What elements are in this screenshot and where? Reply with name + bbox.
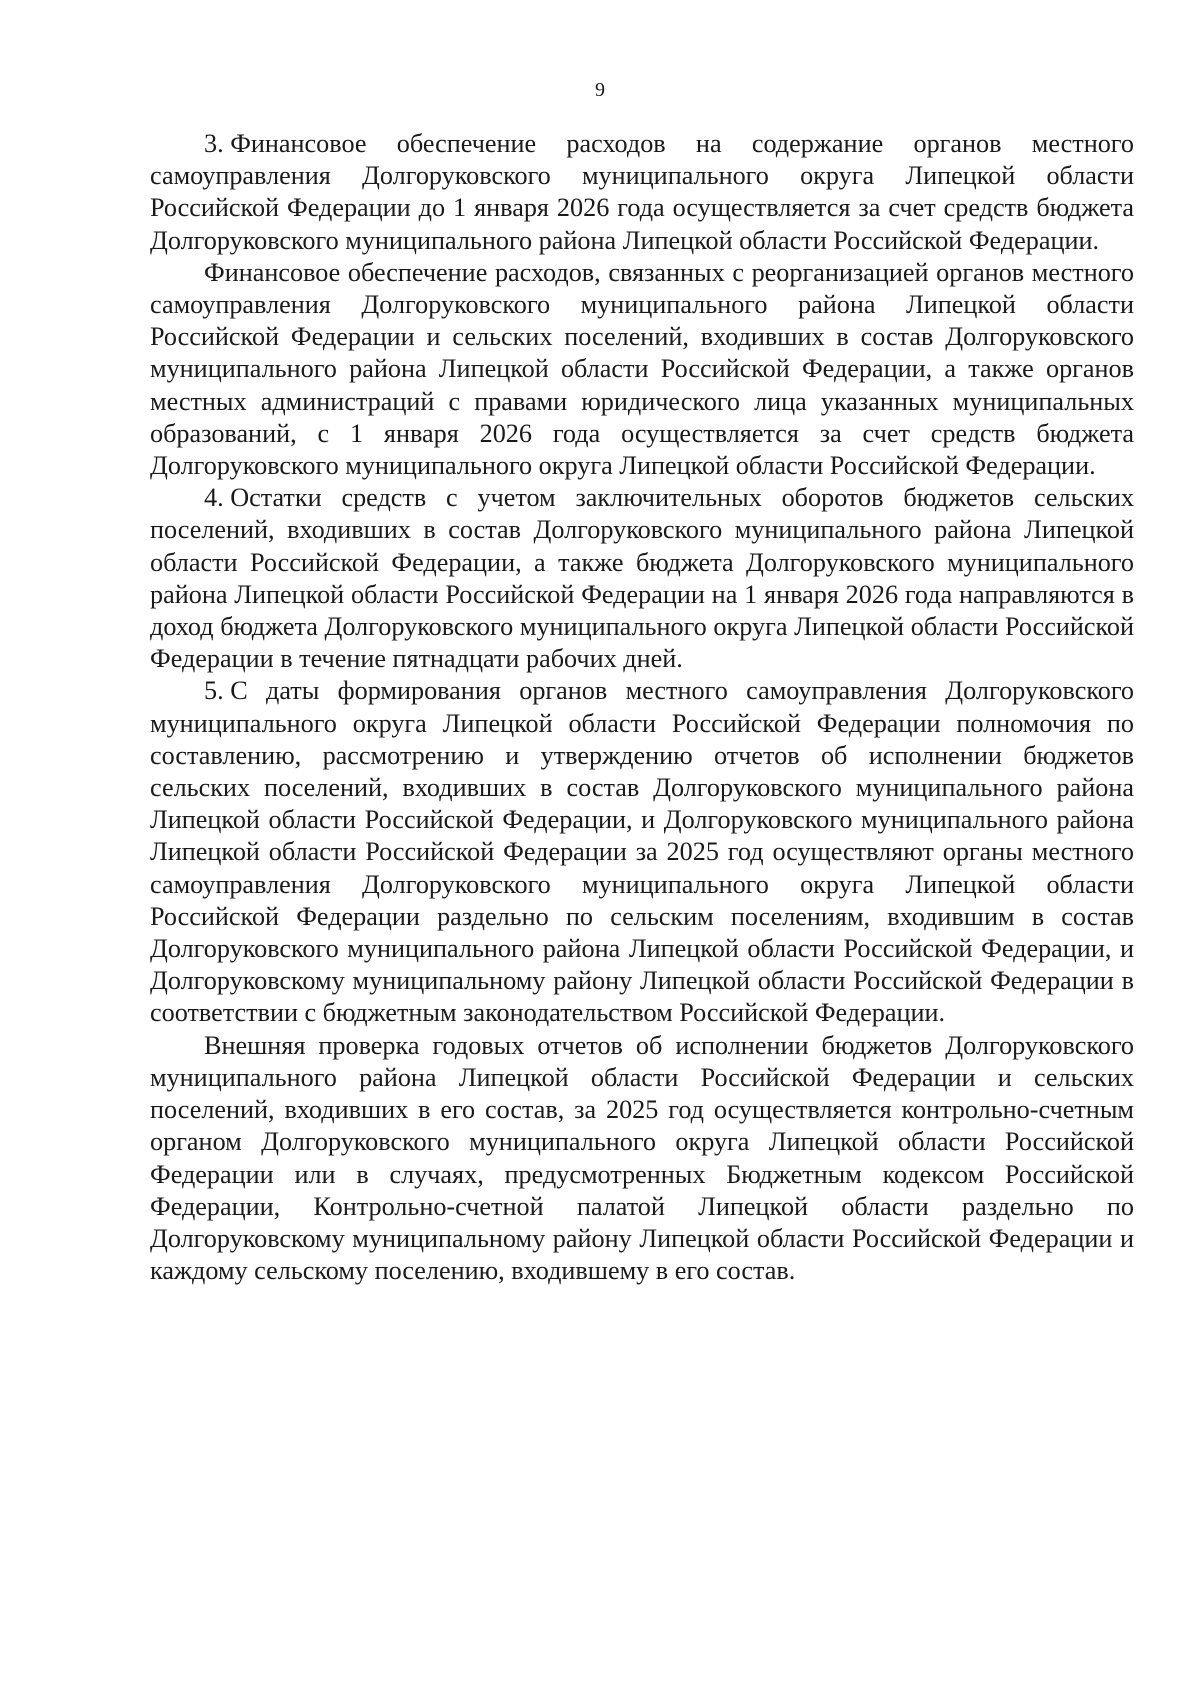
paragraph-4 (150, 482, 1134, 675)
paragraph-3-continued (150, 257, 1134, 482)
page-number: 9 (595, 79, 605, 101)
paragraph-number: 5. (204, 676, 224, 706)
paragraph-text: Внешняя проверка годовых отчетов об исполнении бюджетов Долгоруковского муниципального района Липецкой области Российской Федерации и сельских поселений, входивших в его состав, за 2025 год осуществляется контрольно-счетным органом Долгоруковского муниципального округа Липецкой области Российской Федерации или в случаях, предусмотренных Бюджетным кодексом Российской Федерации, Контрольно-счетной палатой Липецкой области раздельно по Долгоруковскому муниципальному району Липецкой области Российской Федерации и каждому сельскому поселению, входившему в его состав. (150, 1030, 1134, 1286)
paragraph-text: Финансовое обеспечение расходов, связанных с реорганизацией органов местного самоуправления Долгоруковского муниципального района Липецкой области Российской Федерации и сельских поселений, входивших в состав Долгоруковского муниципального района Липецкой области Российской Федерации, а также органов местных администраций с правами юридического лица указанных муниципальных образований, с 1 января 2026 года осуществляется за счет средств бюджета Долгоруковского муниципального округа Липецкой области Российской Федерации. (150, 257, 1134, 481)
paragraph-5-continued (150, 1030, 1134, 1288)
paragraph-text: Остатки средств с учетом заключительных оборотов бюджетов сельских поселений, входивших в состав Долгоруковского муниципального района Липецкой области Российской Федерации, а также бюджета Долгоруковского муниципального района Липецкой области Российской Федерации на 1 января 2026 года направляются в доход бюджета Долгоруковского муниципального округа Липецкой области Российской Федерации в течение пятнадцати рабочих дней. (150, 483, 1134, 674)
paragraph-text: С даты формирования органов местного самоуправления Долгоруковского муниципального округа Липецкой области Российской Федерации полномочия по составлению, рассмотрению и утверждению отчетов об исполнении бюджетов сельских поселений, входивших в состав Долгоруковского муниципального района Липецкой области Российской Федерации, и Долгоруковского муниципального района Липецкой области Российской Федерации за 2025 год осуществляют органы местного самоуправления Долгоруковского муниципального округа Липецкой области Российской Федерации раздельно по сельским поселениям, входившим в состав Долгоруковского муниципального района Липецкой области Российской Федерации, и Долгоруковскому муниципальному району Липецкой области Российской Федерации в соответствии с бюджетным законодательством Российской Федерации. (150, 676, 1134, 1028)
document-body (150, 128, 1134, 1287)
paragraph-text: Финансовое обеспечение расходов на содержание органов местного самоуправления Долгоруковского муниципального округа Липецкой области Российской Федерации до 1 января 2026 года осуществляется за счет средств бюджета Долгоруковского муниципального района Липецкой области Российской Федерации. (150, 129, 1134, 255)
paragraph-5 (150, 675, 1134, 1029)
paragraph-3 (150, 128, 1134, 257)
paragraph-number: 4. (204, 483, 224, 513)
paragraph-number: 3. (204, 129, 224, 158)
